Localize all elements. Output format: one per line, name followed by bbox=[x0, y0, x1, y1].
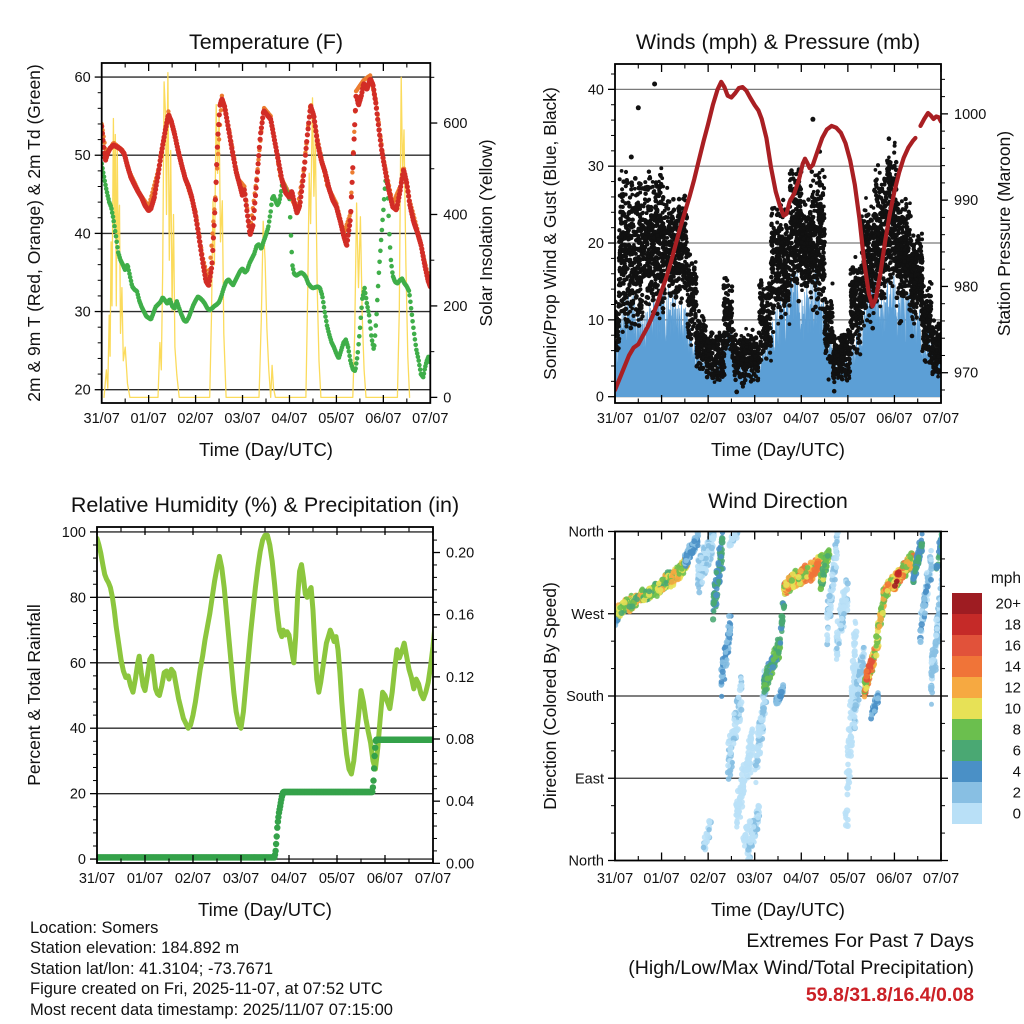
humidity_precip-xlabel: Time (Day/UTC) bbox=[198, 899, 332, 920]
colorbar-label: 20+ bbox=[995, 595, 1021, 613]
svg-text:20: 20 bbox=[74, 382, 91, 399]
colorbar-label: 0 bbox=[1012, 805, 1021, 823]
colorbar-label: 6 bbox=[1012, 742, 1021, 760]
series-total-rainfall bbox=[94, 737, 438, 861]
svg-text:02/07: 02/07 bbox=[177, 411, 214, 427]
extremes-values: 59.8/31.8/16.4/0.08 bbox=[805, 984, 974, 1006]
svg-text:40: 40 bbox=[74, 226, 91, 243]
svg-text:200: 200 bbox=[443, 298, 468, 315]
colorbar-title: mph bbox=[990, 570, 1021, 587]
colorbar-wind-speed bbox=[952, 570, 1021, 824]
station-info bbox=[30, 918, 393, 1020]
station-latlon: Station lat/lon: 41.3104; -73.7671 bbox=[30, 959, 274, 978]
winds_pressure-xlabel: Time (Day/UTC) bbox=[711, 439, 845, 460]
temperature-title: Temperature (F) bbox=[188, 30, 344, 54]
extremes-subtitle: (High/Low/Max Wind/Total Precipitation) bbox=[628, 957, 974, 979]
svg-text:04/07: 04/07 bbox=[271, 411, 308, 427]
colorbar-label: 8 bbox=[1012, 721, 1021, 739]
colorbar-label: 14 bbox=[1004, 658, 1021, 676]
extremes-summary bbox=[628, 928, 974, 1009]
winds_pressure-left-axis-label: Sonic/Prop Wind & Gust (Blue, Black) bbox=[540, 87, 560, 380]
temperature-series bbox=[99, 73, 433, 398]
svg-text:400: 400 bbox=[443, 207, 468, 224]
svg-text:50: 50 bbox=[74, 148, 91, 165]
panel-temperature bbox=[24, 30, 496, 460]
series-9m-temperature bbox=[100, 73, 433, 285]
svg-text:31/07: 31/07 bbox=[83, 411, 120, 427]
humidity_precip-series bbox=[94, 535, 438, 860]
winds_pressure-series bbox=[613, 82, 945, 397]
extremes-title: Extremes For Past 7 Days bbox=[746, 930, 974, 952]
panel-winds_pressure bbox=[540, 30, 1014, 460]
station-elevation: Station elevation: 184.892 m bbox=[30, 939, 240, 958]
colorbar-label: 2 bbox=[1012, 784, 1021, 802]
svg-text:30: 30 bbox=[74, 304, 91, 321]
most-recent-data-timestamp: Most recent data timestamp: 2025/11/07 07:15:00 bbox=[30, 1000, 393, 1019]
winds_pressure-right-axis-label: Station Pressure (Maroon) bbox=[994, 130, 1014, 337]
svg-text:05/07: 05/07 bbox=[318, 411, 355, 427]
svg-text:06/07: 06/07 bbox=[365, 411, 402, 427]
winds_pressure-title: Winds (mph) & Pressure (mb) bbox=[635, 30, 921, 54]
wind_direction-xlabel: Time (Day/UTC) bbox=[711, 899, 845, 920]
humidity_precip-left-axis-label: Percent & Total Rainfall bbox=[24, 604, 44, 786]
svg-text:01/07: 01/07 bbox=[130, 411, 167, 427]
wind_direction-left-axis-label: Direction (Colored By Speed) bbox=[540, 582, 560, 810]
colorbar-label: 18 bbox=[1004, 616, 1021, 634]
station-location: Location: Somers bbox=[30, 919, 159, 937]
svg-text:07/07: 07/07 bbox=[412, 411, 449, 427]
humidity_precip-title: Relative Humidity (%) & Precipitation (in) bbox=[70, 493, 460, 517]
temperature-xlabel: Time (Day/UTC) bbox=[199, 439, 333, 460]
series-solar-insolation bbox=[104, 73, 410, 398]
temperature-left-axis-label: 2m & 9m T (Red, Orange) & 2m Td (Green) bbox=[24, 64, 44, 402]
svg-text:600: 600 bbox=[443, 116, 468, 133]
colorbar-label: 16 bbox=[1004, 637, 1021, 655]
panel-wind_direction bbox=[540, 489, 959, 920]
colorbar-label: 4 bbox=[1012, 763, 1021, 781]
svg-text:0: 0 bbox=[443, 390, 452, 407]
svg-text:03/07: 03/07 bbox=[224, 411, 261, 427]
colorbar-label: 12 bbox=[1004, 679, 1021, 697]
svg-text:60: 60 bbox=[74, 70, 91, 87]
panel-humidity_precip bbox=[24, 493, 474, 920]
figure-created-timestamp: Figure created on Fri, 2025-11-07, at 07:52 UTC bbox=[30, 980, 383, 999]
temperature-right-axis-label: Solar Insolation (Yellow) bbox=[476, 139, 496, 327]
colorbar-label: 10 bbox=[1004, 700, 1021, 718]
wind_direction-title: Wind Direction bbox=[708, 489, 848, 513]
